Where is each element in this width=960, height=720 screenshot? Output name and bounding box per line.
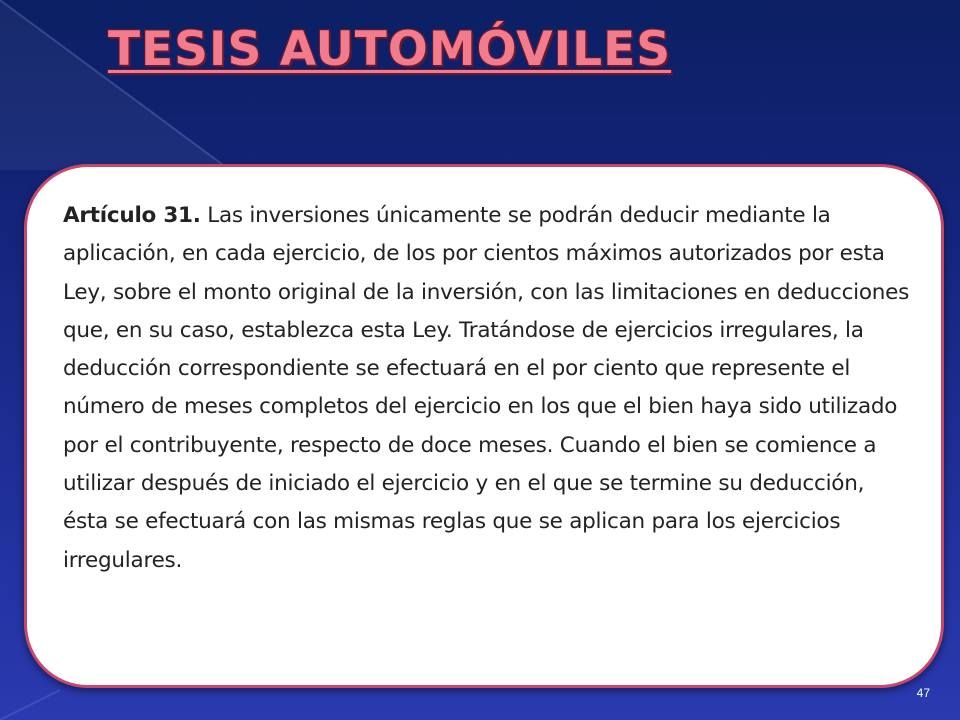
article-body: Las inversiones únicamente se podrán deducir mediante la aplicación, en cada ejercicio, de los por cientos máximos autorizados por esta Ley, sobre el monto original de la inversión, con las limitaciones en deducciones que, en su caso, establezca esta Ley. Tratándose de ejercicios irregulares, la deducción correspondiente se efectuará en el por ciento que represente el número de meses completos del ejercicio en los que el bien haya sido utilizado por el contribuyente, respecto de doce meses. Cuando el bien se comience a utilizar después de iniciado el ejercicio y en el que se termine su deducción, ésta se efectuará con las mismas reglas que se aplican para los ejercicios irregulares.: [63, 203, 910, 573]
article-paragraph: [63, 197, 915, 580]
slide-number: 47: [916, 686, 930, 700]
slide-title: TESIS AUTOMÓVILES: [108, 22, 672, 77]
article-label: Artículo 31.: [63, 203, 201, 228]
article-box: [24, 164, 944, 688]
